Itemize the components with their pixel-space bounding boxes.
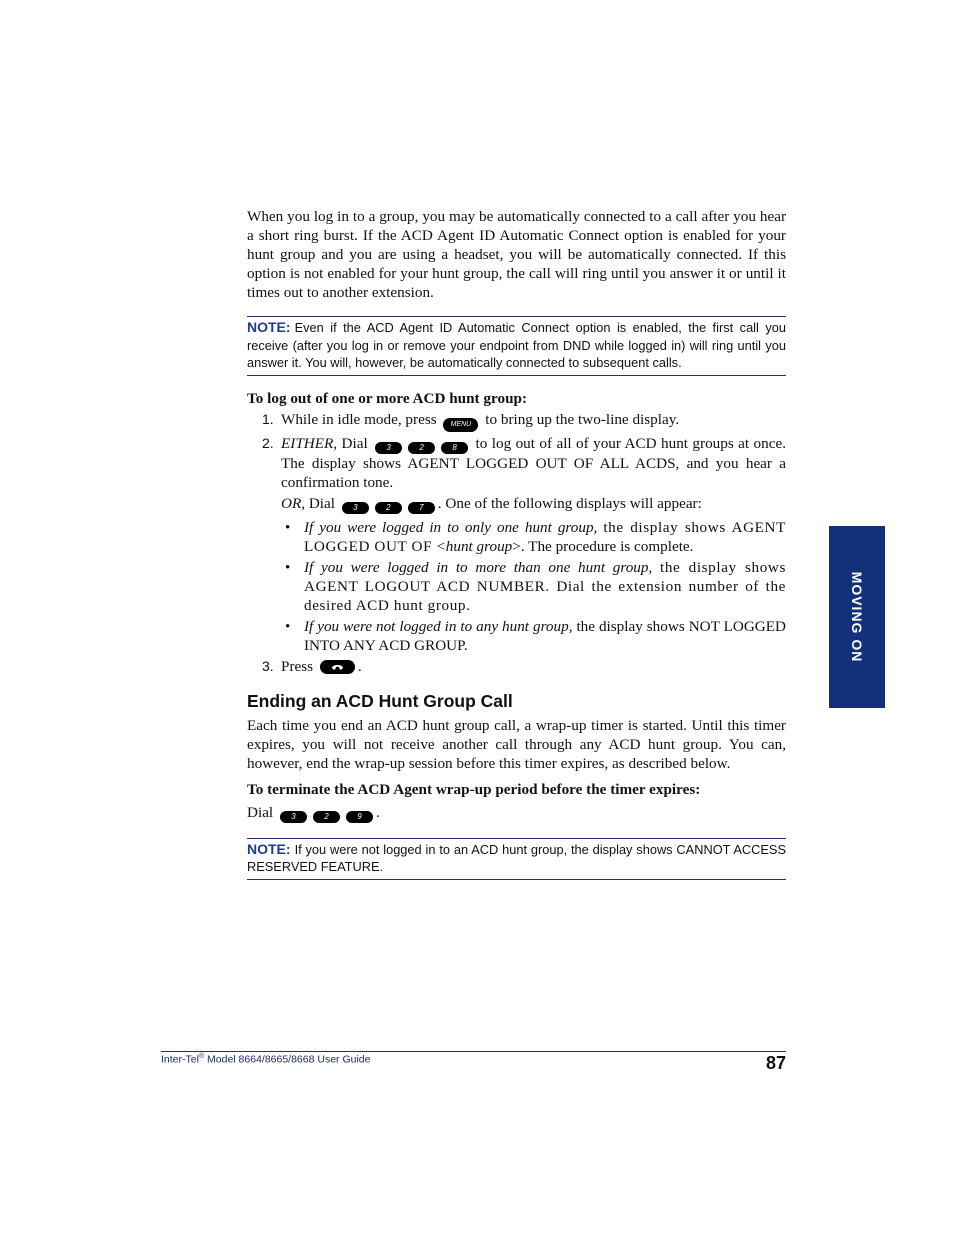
terminate-heading: To terminate the ACD Agent wrap-up period before the timer expires:: [247, 780, 701, 798]
menu-key-icon: MENU: [443, 418, 478, 432]
key-2-icon: 2: [313, 811, 340, 823]
step-number: 3.: [262, 657, 274, 674]
note-label: NOTE:: [247, 319, 291, 335]
step-number: 2.: [262, 434, 274, 451]
note-box-1: [247, 316, 786, 376]
step-2-either: EITHER, Dial 3 2 8 to log out of all of your ACD hunt groups at once. The display shows AGENT LOGGED OUT OF ALL ACDS, and you hear a confirmation tone.: [281, 434, 787, 491]
key-9-icon: 9: [346, 811, 373, 823]
step-2: [247, 434, 786, 655]
speaker-hangup-icon: [320, 660, 355, 674]
page-number: 87: [765, 1053, 786, 1073]
intro-paragraph: When you log in to a group, you may be automatically connected to a call after you hear a short ring burst. If the ACD Agent ID Automatic Connect option is enabled for your hunt group and you are using a headset, you will be automatically connected. If this option is not enabled for your hunt group, the call will ring until you answer it or until it times out to another extension.: [247, 208, 786, 301]
step-2-or: OR, Dial 3 2 7 . One of the following displays will appear:: [281, 494, 702, 512]
step-1: 1. While in idle mode, press MENU to bring up the two-line display.: [247, 410, 786, 432]
key-7-icon: 7: [408, 502, 435, 514]
page-content: [247, 207, 786, 880]
logout-steps: [247, 410, 786, 676]
footer-rule: [161, 1051, 786, 1052]
bullet-icon: •: [285, 558, 291, 576]
footer-guide-title: Inter-Tel® Model 8664/8665/8668 User Guide: [161, 1053, 371, 1066]
note-label: NOTE:: [247, 840, 291, 857]
key-3-icon: 3: [375, 442, 402, 454]
list-item: • If you were logged in to more than one hunt group, the display shows AGENT LOGOUT ACD NUMBER. Dial the extension number of the desired ACD hunt group.: [285, 558, 787, 614]
list-item: • If you were not logged in to any hunt group, the display shows NOT LOGGED INTO ANY ACD GROUP.: [285, 617, 787, 654]
note-box-2: [247, 838, 786, 880]
key-2-icon: 2: [375, 502, 402, 514]
section-body: Each time you end an ACD hunt group call, a wrap-up timer is started. Until this timer expires, you will not receive another call through any ACD hunt group. You can, however, end the wrap-up session before this timer expires, as described below.: [247, 716, 786, 772]
key-3-icon: 3: [342, 502, 369, 514]
terminate-instruction: Dial 3 2 9 .: [247, 803, 380, 821]
bullet-icon: •: [285, 518, 291, 536]
key-8-icon: 8: [441, 442, 468, 454]
step-3: 3. Press .: [262, 657, 362, 675]
list-item: • If you were logged in to only one hunt group, the display shows AGENT LOGGED OUT OF <hunt group>. The procedure is complete.: [285, 518, 787, 555]
section-title: Ending an ACD Hunt Group Call: [247, 690, 513, 711]
note-text: Even if the ACD Agent ID Automatic Connect option is enabled, the first call you receive (after you log in or remove your endpoint from DND while logged in) will ring until you answer it. You will, however, be automatically connected to subsequent calls.: [247, 320, 786, 370]
key-2-icon: 2: [408, 442, 435, 454]
key-3-icon: 3: [280, 811, 307, 823]
logout-heading: To log out of one or more ACD hunt group:: [247, 389, 528, 407]
chapter-tab-label: MOVING ON: [849, 571, 865, 663]
display-outcomes: [281, 518, 786, 655]
note-text: If you were not logged in to an ACD hunt group, the display shows CANNOT ACCESS RESERVED FEATURE.: [247, 841, 786, 874]
step-number: 1.: [262, 410, 274, 427]
chapter-tab: [829, 526, 885, 708]
bullet-icon: •: [285, 617, 291, 635]
